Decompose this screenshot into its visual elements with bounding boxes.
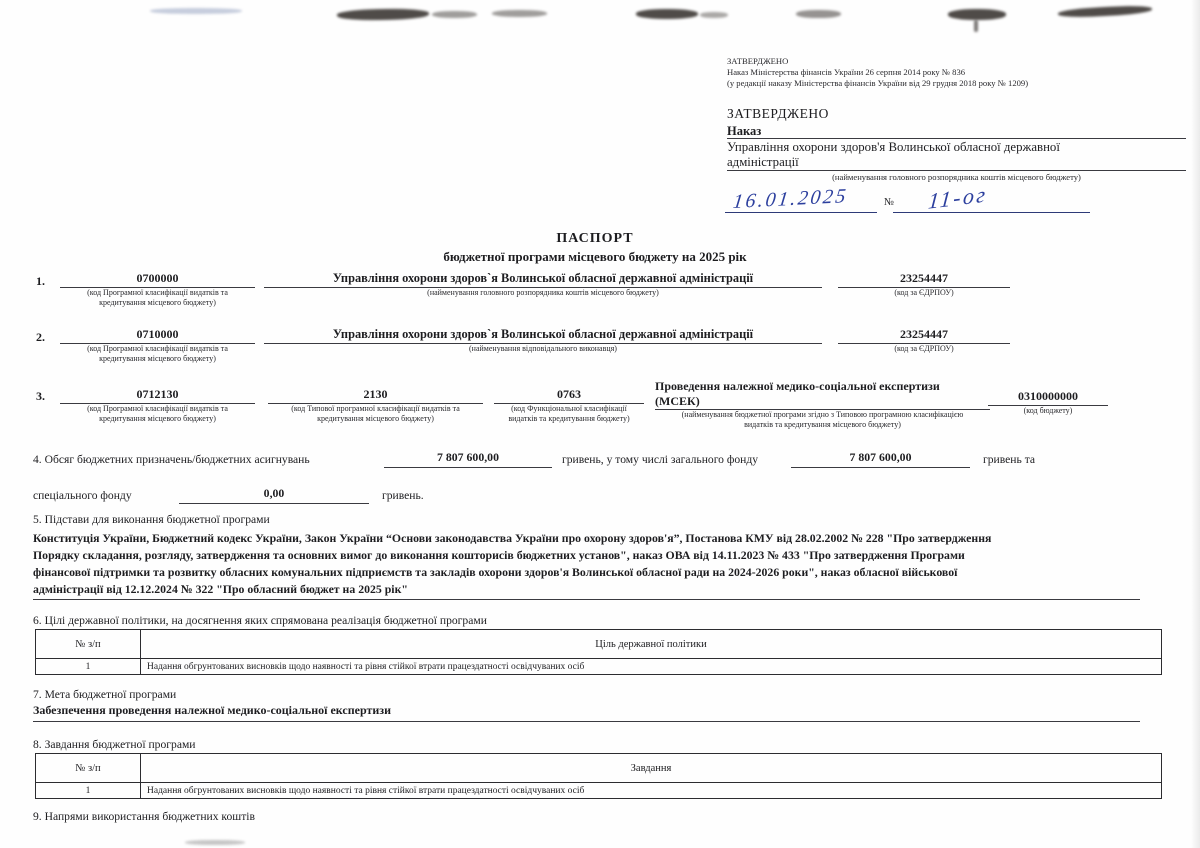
item1-edrpou-field (838, 271, 1010, 298)
approval-approved: ЗАТВЕРДЖЕНО (727, 106, 829, 121)
handwritten-number: 11-ог (927, 181, 989, 214)
item6-heading: 6. Цілі державної політики, на досягнення яких спрямована реалізація бюджетної програми (33, 614, 487, 627)
item3-code3: 0763 (494, 387, 644, 404)
item5-line: Конституція України, Бюджетний кодекс України, Закон України “Основи законодавства України про охорону здоров'я”, Постанова КМУ від 28.02.2002 № 228 "Про затвердження (33, 531, 992, 545)
number-sign: № (884, 197, 895, 208)
approval-ref-order: Наказ Міністерства фінансів України 26 серпня 2014 року № 836 (727, 67, 966, 77)
underline (893, 212, 1090, 213)
scan-smudge (492, 10, 547, 17)
item8-row-text: Надання обгрунтованих висновків щодо наявності та рівня стійкої втрати працездатності освідчуваних осіб (141, 783, 1162, 799)
document-title: ПАСПОРТ (556, 231, 634, 246)
item8-table (35, 753, 1162, 799)
item1-code-field (60, 271, 255, 307)
item2-code-caption: кредитування місцевого бюджету) (99, 353, 216, 363)
scan-smudge (432, 11, 477, 18)
item2-code: 0710000 (60, 327, 255, 344)
item4-label: 4. Обсяг бюджетних призначень/бюджетних асигнувань (33, 453, 310, 466)
item1-edrpou: 23254447 (838, 271, 1010, 288)
scan-smudge (150, 8, 242, 14)
item8-col1-header: № з/п (36, 754, 141, 783)
item3-code2-caption: (код Типової програмної класифікації видатків та (291, 404, 460, 413)
table-row (36, 659, 1162, 675)
item4-tail2-text: гривень. (382, 489, 424, 502)
item3-code1: 0712130 (60, 387, 255, 404)
item6-row-text: Надання обгрунтованих висновків щодо наявності та рівня стійкої втрати працездатності освідчуваних осіб (141, 659, 1162, 675)
item3-code1-field (60, 387, 255, 423)
item3-number: 3. (36, 389, 45, 403)
item3-code3-caption: видатків та кредитування бюджету) (508, 413, 630, 423)
item5-line: Порядку складання, розгляду, затвердження та основних вимог до виконання кошторисів бюджетних установ", наказ ОВА від 14.11.2023 № 433 "Про затвердження Програми (33, 548, 965, 562)
item3-program-caption: видатків та кредитування місцевого бюджету) (744, 419, 901, 429)
table-header-row (36, 754, 1162, 783)
underline (725, 212, 877, 213)
item1-name-field (264, 271, 822, 298)
item2-edrpou: 23254447 (838, 327, 1010, 344)
item3-program-field (655, 379, 990, 429)
item4-label2: спеціального фонду (33, 489, 132, 502)
item6-col1-header: № з/п (36, 630, 141, 659)
scan-smudge (948, 9, 1006, 20)
item2-edrpou-caption: (код за ЄДРПОУ) (894, 344, 954, 353)
item3-code3-caption: (код Функціональної класифікації (511, 404, 627, 413)
item3-code3-field (494, 387, 644, 423)
table-row (36, 783, 1162, 799)
underline (727, 138, 1186, 139)
item4-special-fund: 0,00 (179, 486, 369, 504)
item4-tail-text: гривень та (983, 453, 1036, 466)
item3-program-line2: (МСЕК) (655, 394, 990, 411)
item2-number: 2. (36, 330, 45, 344)
scan-smudge (636, 9, 698, 19)
approval-order-label: Наказ (727, 124, 762, 138)
item2-name-caption: (найменування відповідального виконавця) (469, 344, 617, 353)
item3-budget-code-caption: (код бюджету) (1023, 406, 1073, 415)
item7-goal-text: Забезпечення проведення належної медико-соціальної експертизи (33, 703, 1140, 722)
item4-general-fund: 7 807 600,00 (791, 450, 970, 468)
table-header-row (36, 630, 1162, 659)
item6-table (35, 629, 1162, 675)
item8-heading: 8. Завдання бюджетної програми (33, 738, 196, 751)
item1-number: 1. (36, 274, 45, 288)
handwritten-date: 16.01.2025 (731, 184, 850, 214)
item3-budget-code: 0310000000 (988, 389, 1108, 406)
item3-code1-caption: (код Програмної класифікації видатків та (87, 404, 228, 413)
item2-name: Управління охорони здоров`я Волинської обласної державної адміністрації (264, 327, 822, 344)
item1-edrpou-caption: (код за ЄДРПОУ) (894, 288, 954, 297)
approval-ref-edition: (у редакції наказу Міністерства фінансів України від 29 грудня 2018 року № 1209) (727, 78, 1029, 88)
item3-code2-caption: кредитування місцевого бюджету) (317, 413, 434, 423)
item4-mid-text: гривень, у тому числі загального фонду (562, 453, 759, 466)
item1-code-caption: кредитування місцевого бюджету) (99, 297, 216, 307)
item2-code-caption: (код Програмної класифікації видатків та (87, 344, 228, 353)
item2-name-field (264, 327, 822, 354)
item3-budget-code-field (988, 389, 1108, 416)
underline (727, 170, 1186, 171)
scan-smudge (700, 12, 728, 18)
item3-code1-caption: кредитування місцевого бюджету) (99, 413, 216, 423)
item5-line: фінансової підтримки та розвитку обласних комунальних підприємств та закладів охорони здоров'я Волинської обласної ради на 2024-2026 роки", наказ обласної військової (33, 565, 958, 579)
item2-edrpou-field (838, 327, 1010, 354)
item6-col2-header: Ціль державної політики (141, 630, 1162, 659)
approval-issuer-caption: (найменування головного розпорядника коштів місцевого бюджету) (832, 172, 1081, 182)
item7-heading: 7. Мета бюджетної програми (33, 688, 177, 701)
scan-smudge (337, 8, 429, 21)
item1-name-caption: (найменування головного розпорядника коштів місцевого бюджету) (427, 288, 659, 297)
item3-program-line1: Проведення належної медико-соціальної експертизи (655, 379, 940, 393)
item5-line: адміністрації від 12.12.2024 № 322 "Про обласний бюджет на 2025 рік" (33, 582, 1140, 600)
scan-smudge (974, 20, 978, 32)
document-subtitle: бюджетної програми місцевого бюджету на 2025 рік (443, 249, 747, 264)
item1-name: Управління охорони здоров`я Волинської обласної державної адміністрації (264, 271, 822, 288)
item4-total: 7 807 600,00 (384, 450, 552, 468)
item3-code2-field (268, 387, 483, 423)
approval-issuer-line2: адміністрації (727, 155, 799, 169)
item8-col2-header: Завдання (141, 754, 1162, 783)
item1-code: 0700000 (60, 271, 255, 288)
item1-code-caption: (код Програмної класифікації видатків та (87, 288, 228, 297)
scanner-edge-shadow (1191, 0, 1200, 848)
item8-row-number: 1 (36, 783, 141, 799)
scan-smudge (185, 840, 245, 845)
item5-heading: 5. Підстави для виконання бюджетної програми (33, 513, 270, 526)
item9-heading: 9. Напрями використання бюджетних коштів (33, 810, 255, 823)
approval-ref-approved: ЗАТВЕРДЖЕНО (727, 56, 789, 66)
item6-row-number: 1 (36, 659, 141, 675)
item3-program-caption: (найменування бюджетної програми згідно з Типовою програмною класифікацією (681, 410, 964, 419)
item2-code-field (60, 327, 255, 363)
scan-smudge (1058, 5, 1152, 19)
scan-smudge (796, 10, 841, 18)
item3-code2: 2130 (268, 387, 483, 404)
approval-issuer-line1: Управління охорони здоров'я Волинської обласної державної (727, 140, 1060, 154)
